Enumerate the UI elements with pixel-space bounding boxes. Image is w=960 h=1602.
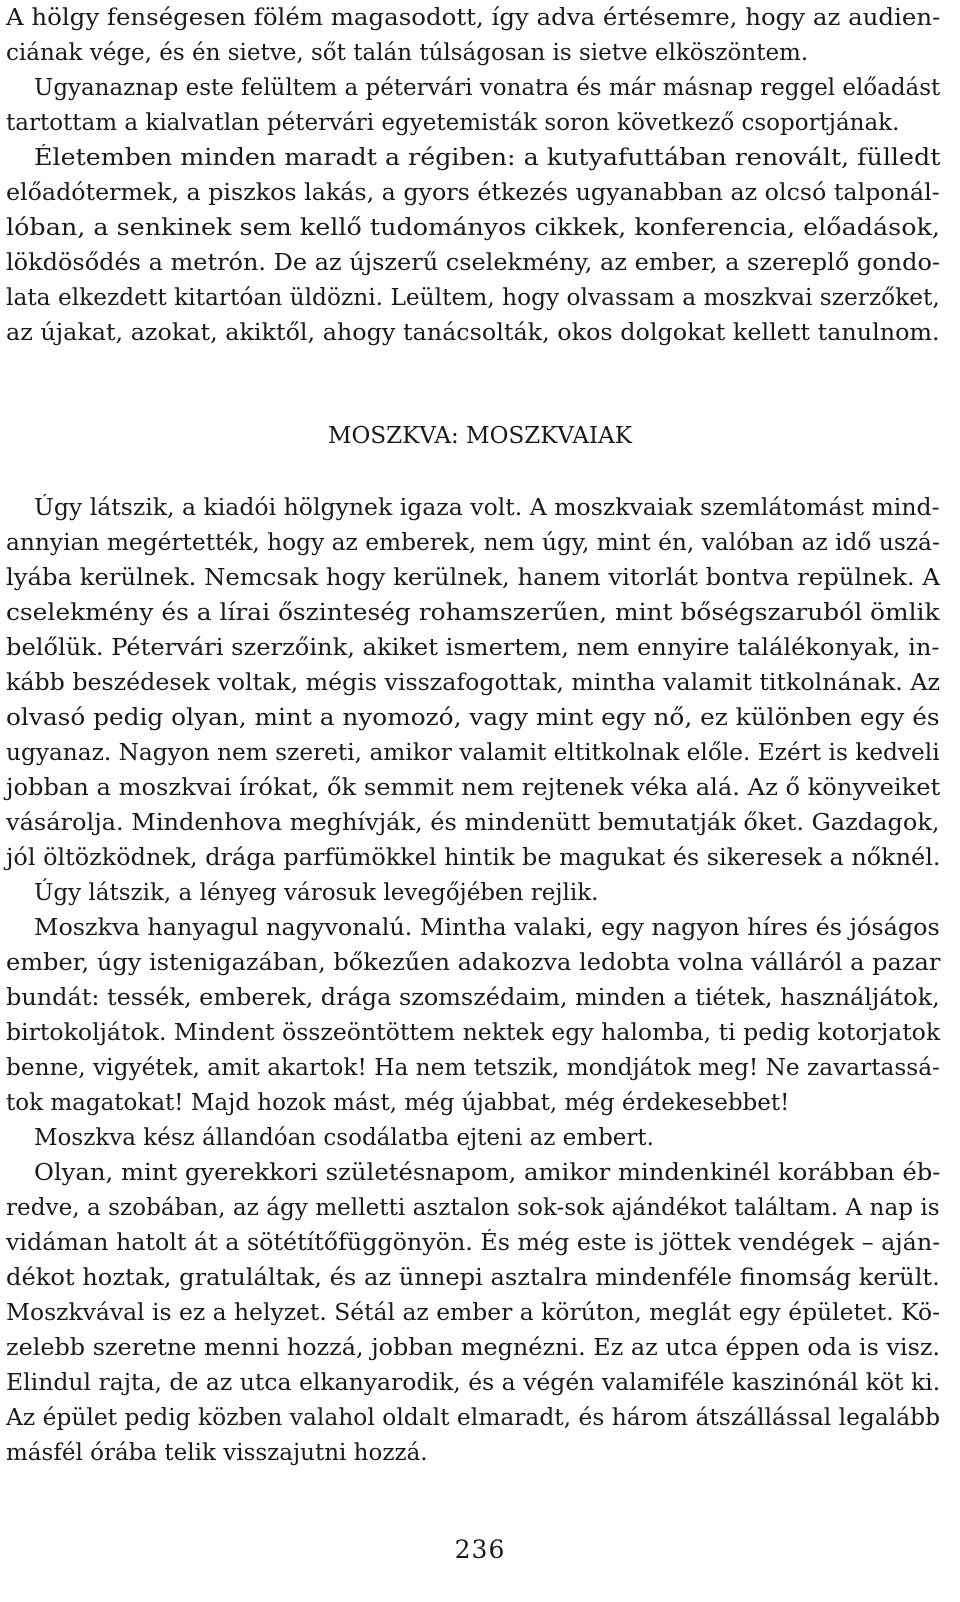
text-line: kább beszédesek voltak, mégis visszafogottak, mintha valamit titkolnának. Az (6, 670, 940, 696)
text-line: Moszkva kész állandóan csodálatba ejteni az embert. (34, 1125, 654, 1151)
text-line: lata elkezdett kitartóan üldözni. Leültem, hogy olvassam a moszkvai szerzőket, (6, 285, 940, 311)
text-line: cselekmény és a lírai őszinteség rohamszerűen, mint bőségszaruból ömlik (6, 600, 940, 626)
text-line: Moszkva hanyagul nagyvonalú. Mintha valaki, egy nagyon híres és jóságos (34, 915, 940, 941)
text-line: előadótermek, a piszkos lakás, a gyors étkezés ugyanabban az olcsó talponál- (6, 180, 940, 206)
text-line: ember, úgy istenigazában, bőkezűen adakozva ledobta volna válláról a pazar (6, 950, 941, 976)
text-line: belőlük. Pétervári szerzőink, akiket ismertem, nem ennyire találékonyak, in- (6, 635, 940, 661)
text-line: jól öltözködnek, drága parfümökkel hintik be magukat és sikeresek a nőknél. (6, 845, 941, 871)
text-line: A hölgy fenségesen fölém magasodott, így adva értésemre, hogy az audien- (6, 5, 941, 31)
text-line: Ugyanaznap este felültem a pétervári vonatra és már másnap reggel előadást (34, 75, 941, 101)
text-line: olvasó pedig olyan, mint a nyomozó, vagy mint egy nő, ez különben egy és (6, 705, 940, 731)
text-line: ciának vége, és én sietve, sőt talán túlságosan is sietve elköszöntem. (6, 40, 809, 66)
text-line: lyába kerülnek. Nemcsak hogy kerülnek, hanem vitorlát bontva repülnek. A (6, 565, 940, 591)
text-line: redve, a szobában, az ágy melletti asztalon sok-sok ajándékot találtam. A nap is (6, 1195, 940, 1221)
text-line: ugyanaz. Nagyon nem szereti, amikor valamit eltitkolnak előle. Ezért is kedveli (6, 740, 940, 766)
text-line: másfél órába telik visszajutni hozzá. (6, 1440, 428, 1466)
text-line: jobban a moszkvai írókat, ők semmit nem rejtenek véka alá. Az ő könyveiket (6, 775, 941, 801)
text-line: lóban, a senkinek sem kellő tudományos cikkek, konferencia, előadások, (6, 215, 941, 241)
page-number: 236 (454, 1535, 506, 1564)
text-line: tartottam a kialvatlan pétervári egyetemisták soron következő csoportjának. (6, 110, 900, 136)
section-heading: MOSZKVA: MOSZKVAIAK (328, 423, 632, 449)
text-line: Életemben minden maradt a régiben: a kutyafuttában renovált, fülledt (34, 145, 941, 171)
text-line: vásárolja. Mindenhova meghívják, és mindenütt bemutatják őket. Gazdagok, (6, 810, 940, 836)
text-line: Az épület pedig közben valahol oldalt elmaradt, és három átszállással legalább (6, 1405, 941, 1431)
text-line: birtokoljátok. Mindent összeöntöttem nektek egy halomba, ti pedig kotorjatok (6, 1020, 941, 1046)
text-line: bundát: tessék, emberek, drága szomszédaim, minden a tiétek, használjátok, (6, 985, 940, 1011)
text-line: Moszkvával is ez a helyzet. Sétál az ember a körúton, meglát egy épületet. Kö- (6, 1300, 940, 1326)
text-line: Úgy látszik, a lényeg városuk levegőjében rejlik. (34, 880, 599, 906)
text-line: Úgy látszik, a kiadói hölgynek igaza volt. A moszkvaiak szemlátomást mind- (34, 495, 940, 521)
text-line: annyian megértették, hogy az emberek, nem úgy, mint én, valóban az idő uszá- (6, 530, 940, 556)
text-line: tok magatokat! Majd hozok mást, még újabbat, még érdekesebbet! (6, 1090, 790, 1116)
text-line: Olyan, mint gyerekkori születésnapom, amikor mindenkinél korábban éb- (34, 1160, 941, 1186)
text-line: zelebb szeretne menni hozzá, jobban megnézni. Ez az utca éppen oda is visz. (6, 1335, 941, 1361)
text-line: vidáman hatolt át a sötétítőfüggönyön. És még este is jöttek vendégek – aján- (6, 1230, 941, 1256)
text-line: benne, vigyétek, amit akartok! Ha nem tetszik, mondjátok meg! Ne zavartassá- (6, 1055, 940, 1081)
text-line: az újakat, azokat, akiktől, ahogy tanácsolták, okos dolgokat kellett tanulnom. (6, 320, 940, 346)
text-line: Elindul rajta, de az utca elkanyarodik, és a végén valamiféle kaszinónál köt ki. (6, 1370, 941, 1396)
text-line: lökdösődés a metrón. De az újszerű cselekmény, az ember, a szereplő gondo- (6, 250, 940, 276)
text-line: dékot hoztak, gratuláltak, és az ünnepi asztalra mindenféle finomság került. (6, 1265, 940, 1291)
